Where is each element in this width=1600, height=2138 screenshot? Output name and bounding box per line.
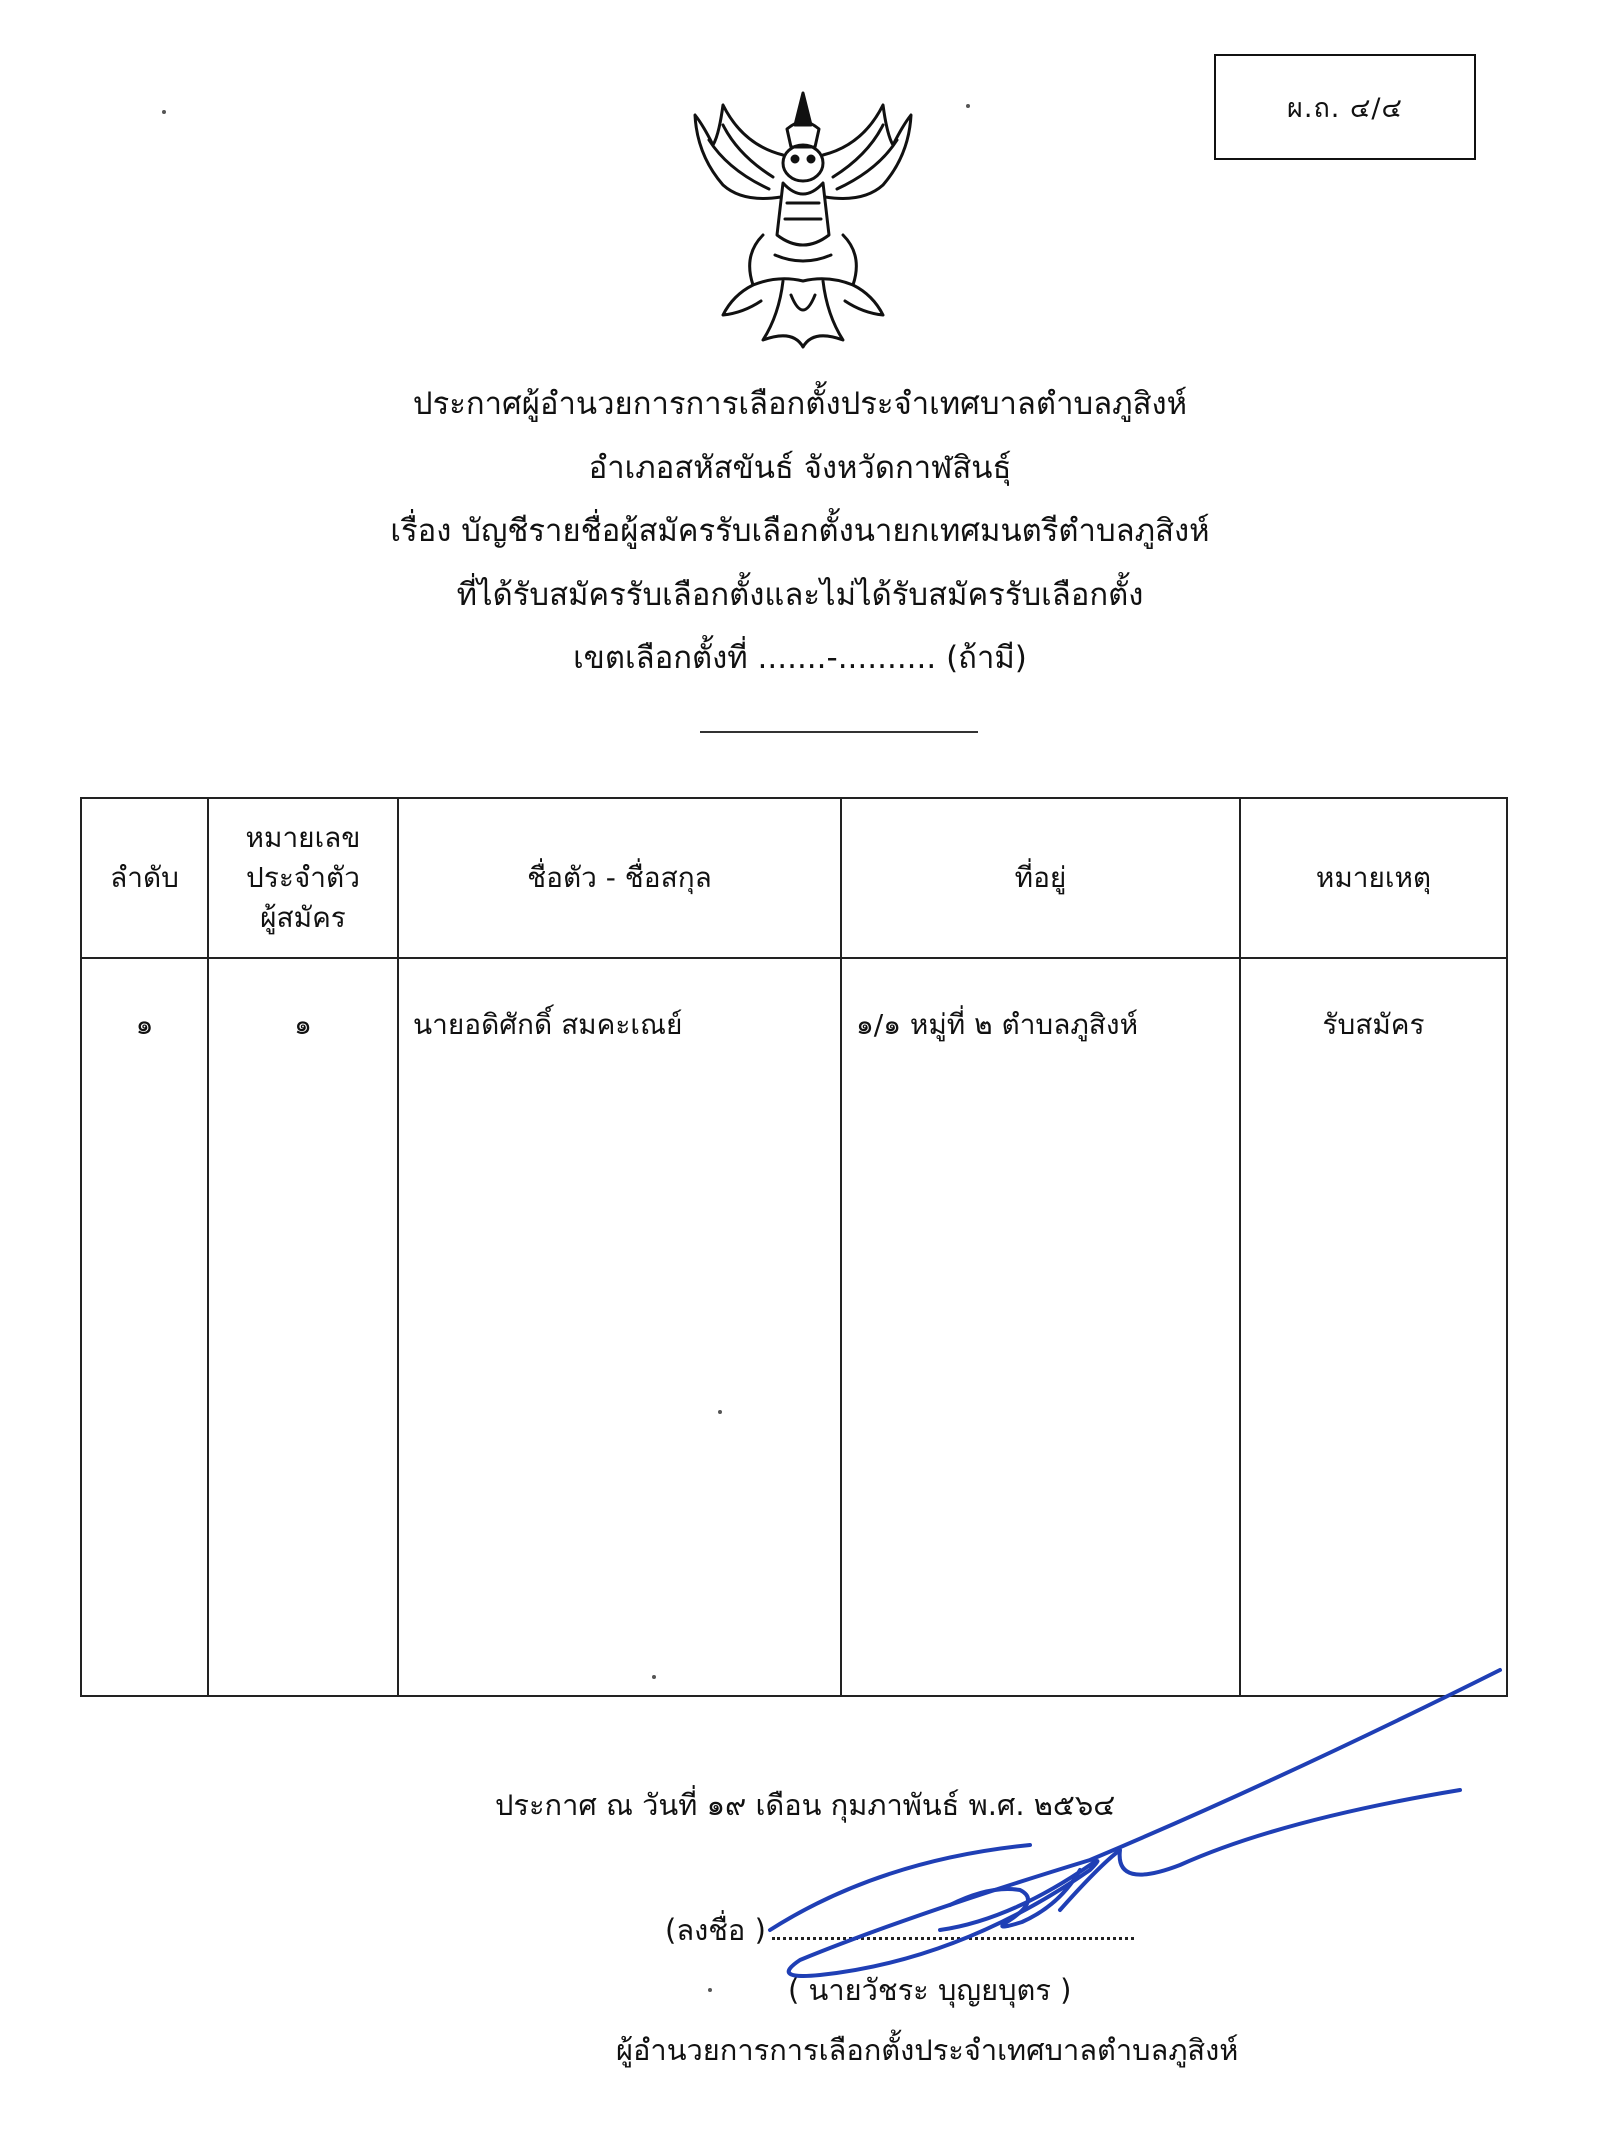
header-id-line3: ผู้สมัคร: [260, 901, 346, 934]
cell-order: ๑: [81, 958, 208, 1696]
signer-name: ( นายวัชระ บุญยบุตร ): [788, 1973, 1072, 2007]
garuda-emblem-icon: [683, 85, 923, 355]
subject-line: เรื่อง บัญชีรายชื่อผู้สมัครรับเลือกตั้งนายกเทศมนตรีตำบลภูสิงห์: [390, 513, 1210, 549]
header-name: [398, 798, 841, 958]
announcement-date: ประกาศ ณ วันที่ ๑๙ เดือน กุมภาพันธ์ พ.ศ. ๒๕๖๔: [495, 1788, 1116, 1822]
form-code-box: [1214, 54, 1476, 160]
header-id-line2: ประจำตัว: [246, 861, 360, 894]
scan-speck: [718, 1410, 722, 1414]
scan-speck: [708, 1988, 712, 1992]
header-order: [81, 798, 208, 958]
constituency-line: เขตเลือกตั้งที่ .......-.......... (ถ้ามี): [573, 640, 1027, 676]
header-id-line1: หมายเลข: [245, 821, 361, 854]
signature-line: [665, 1907, 1134, 1953]
header-name-label: ชื่อตัว - ชื่อสกุล: [527, 861, 712, 894]
scan-speck: [162, 110, 166, 114]
subject-line-continued: ที่ได้รับสมัครรับเลือกตั้งและไม่ได้รับสมัครรับเลือกตั้ง: [456, 577, 1144, 613]
header-remark-label: หมายเหตุ: [1315, 861, 1432, 894]
form-code: ผ.ถ. ๔/๔: [1287, 92, 1403, 124]
cell-address: ๑/๑ หมู่ที่ ๒ ตำบลภูสิงห์: [841, 958, 1240, 1696]
cell-name: นายอดิศักดิ์ สมคะเณย์: [398, 958, 841, 1696]
heading-divider: [700, 731, 978, 733]
scan-speck: [966, 104, 970, 108]
header-address: [841, 798, 1240, 958]
header-remark: [1240, 798, 1507, 958]
announcement-title: ประกาศผู้อำนวยการการเลือกตั้งประจำเทศบาลตำบลภูสิงห์: [412, 386, 1188, 422]
signature-dotted-line: [772, 1911, 1134, 1940]
cell-remark: รับสมัคร: [1240, 958, 1507, 1696]
candidate-table: [80, 797, 1508, 1697]
sign-label: (ลงชื่อ ): [665, 1913, 766, 1947]
signer-title: ผู้อำนวยการการเลือกตั้งประจำเทศบาลตำบลภูสิงห์: [616, 2033, 1239, 2067]
header-address-label: ที่อยู่: [1014, 861, 1067, 894]
header-order-label: ลำดับ: [110, 861, 179, 894]
table-row: [81, 958, 1507, 1696]
cell-candidate-number: ๑: [208, 958, 398, 1696]
table-header-row: [81, 798, 1507, 958]
scan-speck: [652, 1675, 656, 1679]
header-candidate-number: [208, 798, 398, 958]
district-province: อำเภอสหัสขันธ์ จังหวัดกาฬสินธุ์: [588, 450, 1012, 486]
